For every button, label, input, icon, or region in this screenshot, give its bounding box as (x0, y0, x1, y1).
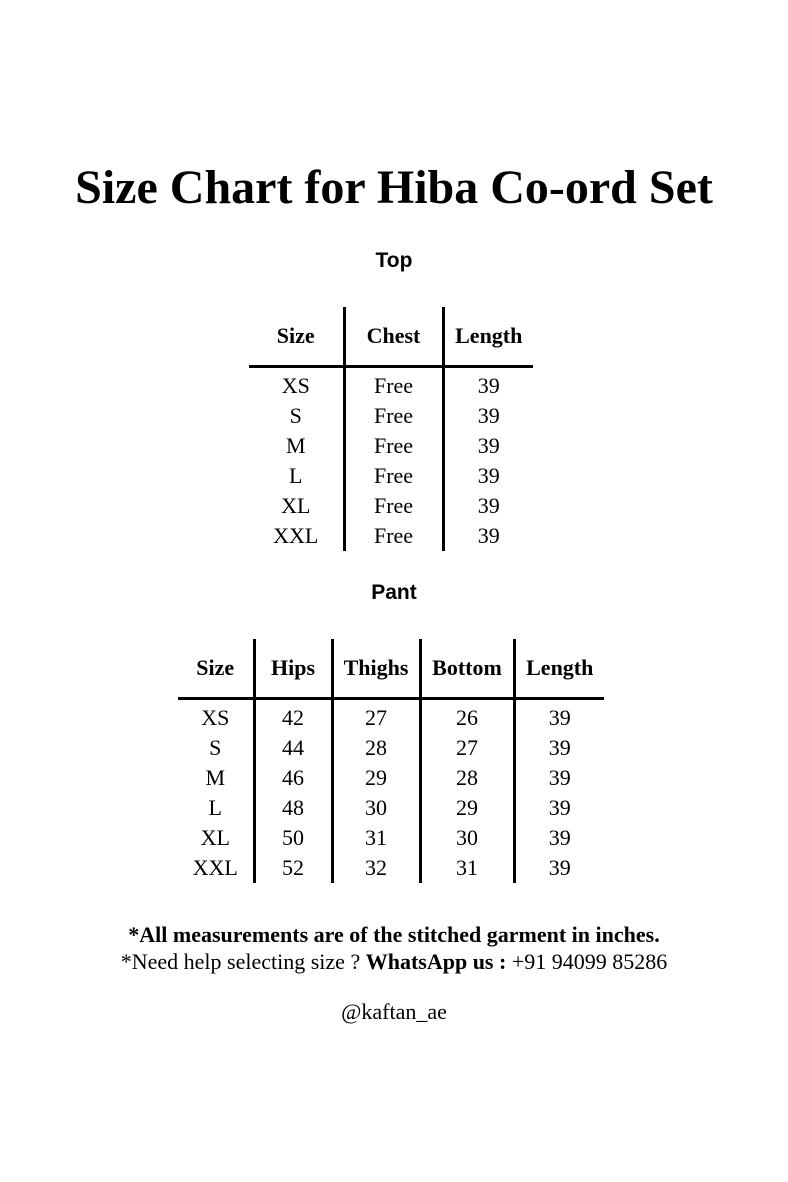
pant-section-heading: Pant (371, 581, 417, 604)
table-row (249, 431, 533, 461)
phone-number: +91 94099 85286 (506, 949, 668, 974)
size-cell: XL (200, 825, 230, 850)
chest-cell: Free (344, 371, 443, 401)
whatsapp-label: WhatsApp us : (365, 949, 507, 974)
size-cell: XS (281, 373, 310, 398)
table-row (178, 733, 604, 763)
table-row (178, 853, 604, 883)
length-cell: 39 (514, 853, 604, 883)
hips-cell: 46 (254, 763, 332, 793)
column-header-chest: Chest (344, 307, 443, 367)
column-header-size: Size (249, 307, 344, 367)
thighs-cell: 31 (332, 823, 420, 853)
chest-cell: Free (344, 461, 443, 491)
length-cell: 39 (514, 823, 604, 853)
size-cell: XS (201, 705, 230, 730)
thighs-cell: 30 (332, 793, 420, 823)
length-cell: 39 (443, 461, 533, 491)
length-cell: 39 (514, 703, 604, 733)
social-handle: @kaftan_ae (341, 999, 447, 1024)
help-note (0, 948, 788, 976)
size-cell: XXL (192, 855, 238, 880)
size-cell: M (285, 433, 306, 458)
hips-cell: 52 (254, 853, 332, 883)
hips-cell: 42 (254, 703, 332, 733)
table-row (249, 371, 533, 401)
page-title: Size Chart for Hiba Co-ord Set (75, 161, 713, 214)
bottom-cell: 26 (420, 703, 514, 733)
thighs-cell: 29 (332, 763, 420, 793)
table-header-row (249, 307, 533, 367)
top-size-table (249, 307, 533, 551)
length-cell: 39 (514, 793, 604, 823)
table-row (249, 401, 533, 431)
column-header-length: Length (514, 639, 604, 699)
length-cell: 39 (443, 521, 533, 551)
size-cell: XXL (273, 523, 319, 548)
pant-size-table (178, 639, 604, 883)
table-row (249, 521, 533, 551)
length-cell: 39 (514, 763, 604, 793)
length-cell: 39 (443, 371, 533, 401)
size-cell: M (205, 765, 226, 790)
table-row (178, 793, 604, 823)
bottom-cell: 31 (420, 853, 514, 883)
size-cell: L (208, 795, 222, 820)
column-header-size: Size (178, 639, 254, 699)
column-header-length: Length (443, 307, 533, 367)
hips-cell: 50 (254, 823, 332, 853)
size-cell: XL (281, 493, 311, 518)
top-section-heading: Top (375, 249, 413, 272)
column-header-hips: Hips (254, 639, 332, 699)
size-cell: S (289, 403, 302, 428)
table-row (249, 491, 533, 521)
table-row (178, 703, 604, 733)
column-header-bottom: Bottom (420, 639, 514, 699)
bottom-cell: 28 (420, 763, 514, 793)
bottom-cell: 29 (420, 793, 514, 823)
length-cell: 39 (443, 401, 533, 431)
size-cell: L (289, 463, 303, 488)
chest-cell: Free (344, 491, 443, 521)
table-row (249, 461, 533, 491)
hips-cell: 48 (254, 793, 332, 823)
chest-cell: Free (344, 431, 443, 461)
column-header-thighs: Thighs (332, 639, 420, 699)
table-row (178, 763, 604, 793)
table-row (178, 823, 604, 853)
length-cell: 39 (514, 733, 604, 763)
size-cell: S (209, 735, 222, 760)
bottom-cell: 27 (420, 733, 514, 763)
length-cell: 39 (443, 491, 533, 521)
thighs-cell: 32 (332, 853, 420, 883)
length-cell: 39 (443, 431, 533, 461)
table-header-row (178, 639, 604, 699)
bottom-cell: 30 (420, 823, 514, 853)
thighs-cell: 28 (332, 733, 420, 763)
chest-cell: Free (344, 521, 443, 551)
chest-cell: Free (344, 401, 443, 431)
measurement-note: *All measurements are of the stitched garment in inches. (128, 922, 660, 947)
hips-cell: 44 (254, 733, 332, 763)
thighs-cell: 27 (332, 703, 420, 733)
help-prefix: *Need help selecting size ? (120, 949, 366, 974)
